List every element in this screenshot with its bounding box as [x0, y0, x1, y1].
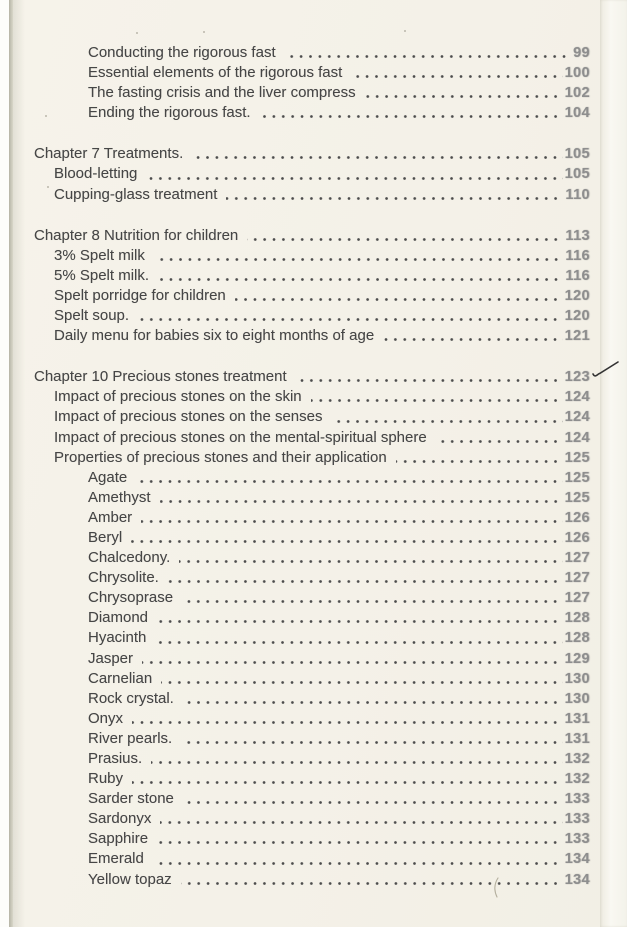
- entry-label: Chrysoprase: [88, 589, 174, 607]
- toc-row: [34, 809, 590, 829]
- toc-row: [34, 407, 590, 427]
- entry-label: Impact of precious stones on the skin: [54, 388, 302, 406]
- toc-row: [34, 870, 590, 890]
- dot-leader: [138, 317, 563, 322]
- toc-row: [34, 689, 590, 709]
- dot-leader: [226, 196, 563, 201]
- dot-leader: [151, 760, 562, 765]
- entry-page-number: 128: [564, 630, 590, 647]
- pen-tick-mark: [591, 358, 621, 380]
- dot-leader: [160, 820, 562, 825]
- dot-leader: [181, 881, 563, 886]
- toc-row: [34, 326, 590, 346]
- entry-label: Sarder stone: [88, 790, 174, 808]
- toc-row: [34, 709, 590, 729]
- toc-row: [34, 508, 590, 528]
- dot-leader: [183, 700, 563, 705]
- toc-section: [34, 144, 590, 204]
- dot-leader: [436, 439, 563, 444]
- dot-leader: [131, 539, 562, 544]
- toc-row: [34, 306, 590, 326]
- dot-leader: [161, 680, 562, 685]
- entry-label: Essential elements of the rigorous fast: [88, 64, 343, 82]
- dust-speck: [136, 32, 138, 34]
- toc-row: [34, 548, 590, 568]
- entry-page-number: 124: [564, 429, 590, 446]
- dot-leader: [235, 297, 563, 302]
- dust-speck: [203, 31, 205, 33]
- page-right-edge: [600, 0, 627, 927]
- entry-label: The fasting crisis and the liver compress: [88, 84, 356, 102]
- entry-label: Chalcedony.: [88, 549, 171, 567]
- toc-row: [34, 628, 590, 648]
- entry-page-number: 125: [564, 469, 590, 486]
- entry-page-number: 105: [564, 166, 590, 183]
- entry-label: Carnelian: [88, 669, 153, 687]
- toc-row: [34, 769, 590, 789]
- entry-label: Chapter 8 Nutrition for children: [34, 226, 239, 244]
- entry-page-number: 133: [564, 831, 590, 848]
- entry-page-number: 131: [564, 730, 590, 747]
- entry-page-number: 105: [564, 146, 590, 163]
- entry-label: Diamond: [88, 609, 149, 627]
- entry-page-number: 132: [564, 751, 590, 767]
- entry-page-number: 133: [564, 811, 590, 828]
- entry-page-number: 127: [564, 550, 590, 567]
- entry-page-number: 126: [564, 509, 590, 526]
- entry-label: 3% Spelt milk: [54, 246, 145, 264]
- dot-leader: [155, 640, 562, 645]
- entry-page-number: 120: [564, 308, 590, 325]
- entry-page-number: 128: [564, 610, 590, 627]
- entry-page-number: 116: [565, 267, 590, 284]
- dot-leader: [141, 519, 562, 524]
- entry-label: Chrysolite.: [88, 569, 159, 587]
- toc-row: [34, 488, 590, 508]
- toc-row: [34, 729, 590, 749]
- entry-label: Sapphire: [88, 830, 149, 848]
- entry-page-number: 104: [564, 105, 590, 122]
- dot-leader: [142, 660, 563, 665]
- toc-row: [34, 608, 590, 628]
- dot-leader: [132, 780, 563, 785]
- toc-row: [34, 669, 590, 689]
- entry-page-number: 102: [564, 85, 590, 102]
- entry-label: Impact of precious stones on the senses: [54, 408, 323, 426]
- entry-page-number: 125: [564, 489, 590, 506]
- entry-page-number: 124: [564, 389, 590, 406]
- dot-leader: [181, 740, 562, 745]
- entry-label: Spelt porridge for children: [54, 286, 226, 304]
- dot-leader: [168, 579, 563, 584]
- entry-label: Chapter 10 Precious stones treatment: [34, 368, 287, 386]
- toc-section: [34, 367, 590, 889]
- entry-page-number: 133: [564, 791, 590, 808]
- toc-row: [34, 528, 590, 548]
- toc-row: [34, 367, 590, 387]
- entry-page-number: 126: [564, 529, 590, 546]
- toc-row: [34, 103, 590, 123]
- entry-label: Chapter 7 Treatments.: [34, 145, 184, 163]
- toc-row: [34, 83, 590, 103]
- toc-row: [34, 829, 590, 849]
- entry-page-number: 100: [564, 65, 590, 82]
- entry-label: 5% Spelt milk.: [54, 266, 150, 284]
- dot-leader: [192, 155, 562, 160]
- toc-section: [34, 226, 590, 347]
- toc-row: [34, 468, 590, 488]
- entry-label: Impact of precious stones on the mental-spiritual sphere: [54, 428, 427, 446]
- entry-label: Hyacinth: [88, 629, 147, 647]
- entry-label: Cupping-glass treatment: [54, 185, 218, 203]
- toc-row: [34, 185, 590, 205]
- toc-row: [34, 749, 590, 769]
- toc-row: [34, 649, 590, 669]
- page-spine-shadow: [13, 0, 25, 927]
- dot-leader: [351, 74, 562, 79]
- entry-label: Properties of precious stones and their application: [54, 448, 387, 466]
- dust-speck: [404, 30, 406, 32]
- dot-leader: [132, 720, 563, 725]
- entry-page-number: 127: [564, 590, 590, 607]
- entry-page-number: 125: [564, 449, 590, 466]
- toc-section: [34, 43, 590, 123]
- entry-label: River pearls.: [88, 729, 173, 747]
- dot-leader: [146, 176, 562, 181]
- toc-row: [34, 428, 590, 448]
- dot-leader: [160, 499, 563, 504]
- entry-page-number: 129: [564, 650, 590, 667]
- entry-page-number: 131: [564, 710, 590, 727]
- entry-page-number: 120: [564, 287, 590, 304]
- entry-page-number: 123: [564, 369, 590, 386]
- toc-row: [34, 43, 590, 63]
- dot-leader: [285, 54, 571, 59]
- entry-label: Ruby: [88, 770, 124, 788]
- entry-page-number: 110: [565, 186, 590, 203]
- toc-row: [34, 226, 590, 246]
- entry-label: Amethyst: [88, 488, 151, 506]
- toc-row: [34, 286, 590, 306]
- entry-label: Rock crystal.: [88, 689, 174, 707]
- entry-page-number: 130: [564, 670, 590, 687]
- toc-row: [34, 789, 590, 809]
- page-left-edge: [0, 0, 9, 927]
- dot-leader: [158, 277, 563, 282]
- entry-page-number: 113: [565, 227, 590, 244]
- dot-leader: [183, 800, 563, 805]
- entry-label: Agate: [88, 468, 128, 486]
- entry-label: Daily menu for babies six to eight months of age: [54, 327, 375, 345]
- toc-row: [34, 144, 590, 164]
- entry-label: Sardonyx: [88, 810, 152, 828]
- toc-row: [34, 246, 590, 266]
- dot-leader: [311, 398, 563, 403]
- entry-page-number: 121: [564, 328, 590, 345]
- dot-leader: [182, 599, 563, 604]
- entry-label: Prasius.: [88, 750, 143, 767]
- dot-leader: [260, 114, 563, 119]
- toc-row: [34, 448, 590, 468]
- toc-row: [34, 164, 590, 184]
- entry-page-number: 124: [564, 409, 590, 426]
- entry-label: Blood-letting: [54, 165, 138, 183]
- dot-leader: [153, 861, 563, 866]
- entry-label: Conducting the rigorous fast: [88, 44, 276, 61]
- entry-page-number: 130: [564, 690, 590, 707]
- dust-speck: [45, 115, 47, 117]
- entry-page-number: 116: [565, 247, 590, 264]
- entry-label: Emerald: [88, 850, 144, 868]
- pencil-stroke-mark: [489, 877, 503, 899]
- entry-label: Amber: [88, 508, 133, 526]
- dot-leader: [136, 479, 562, 484]
- toc-row: [34, 387, 590, 407]
- toc-list: [34, 43, 590, 890]
- dot-leader: [247, 237, 563, 242]
- dot-leader: [154, 257, 564, 262]
- toc-row: [34, 266, 590, 286]
- entry-label: Jasper: [88, 649, 134, 667]
- toc-row: [34, 63, 590, 83]
- entry-label: Beryl: [88, 528, 123, 546]
- entry-page-number: 99: [573, 45, 590, 61]
- entry-page-number: 132: [564, 771, 590, 788]
- entry-label: Spelt soup.: [54, 307, 130, 325]
- entry-page-number: 134: [564, 871, 590, 888]
- dot-leader: [331, 419, 562, 424]
- dust-speck: [47, 186, 49, 188]
- entry-label: Yellow topaz: [88, 870, 172, 888]
- dot-leader: [157, 619, 563, 624]
- dot-leader: [365, 94, 563, 99]
- dot-leader: [383, 337, 562, 342]
- entry-label: Ending the rigorous fast.: [88, 104, 251, 122]
- entry-label: Onyx: [88, 709, 124, 727]
- dot-leader: [179, 559, 562, 564]
- dot-leader: [296, 378, 563, 383]
- entry-page-number: 134: [564, 851, 590, 868]
- toc-row: [34, 849, 590, 869]
- toc-row: [34, 588, 590, 608]
- entry-page-number: 127: [564, 570, 590, 587]
- dot-leader: [396, 459, 563, 464]
- dot-leader: [157, 840, 563, 845]
- toc-row: [34, 568, 590, 588]
